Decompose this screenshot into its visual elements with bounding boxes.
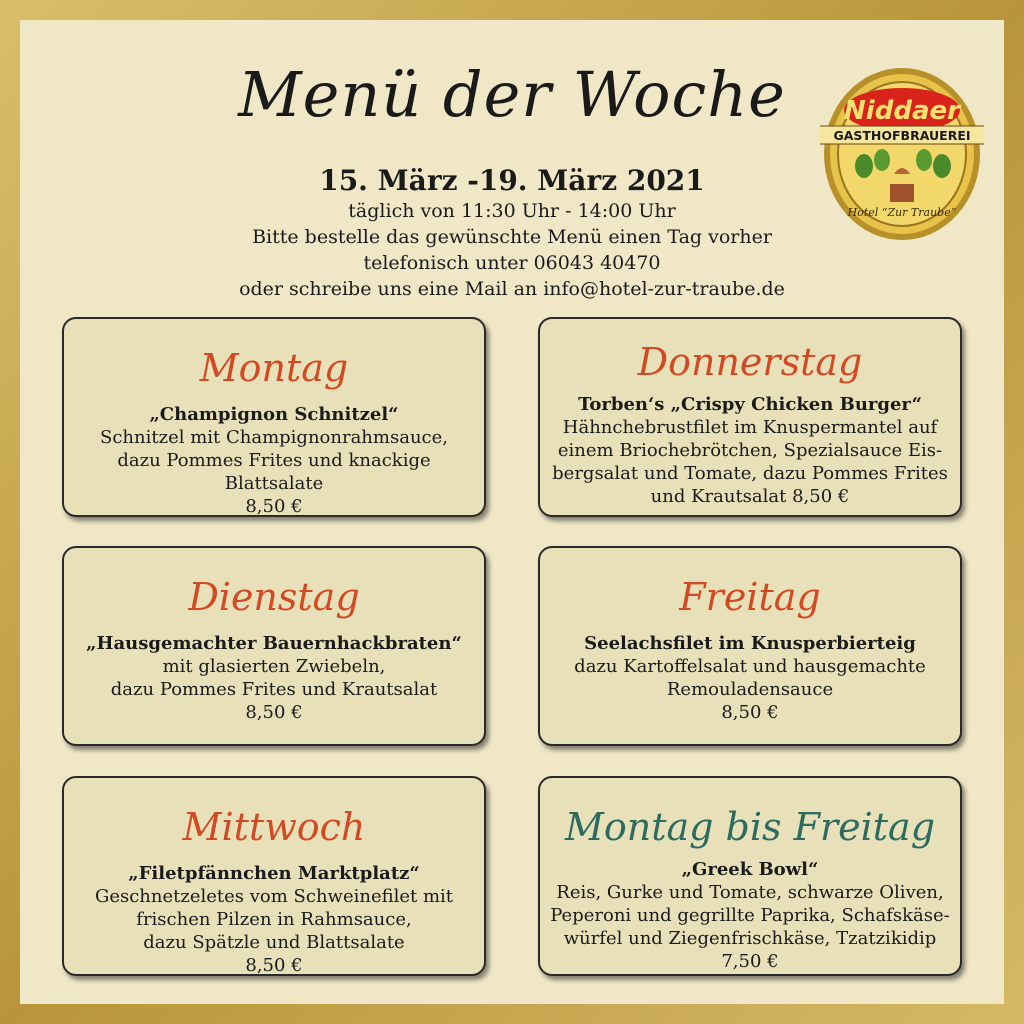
dish-description: Remouladensauce <box>666 679 834 700</box>
dish-name: „Hausgemachter Bauernhackbraten“ <box>86 633 462 654</box>
day-title: Montag bis Freitag <box>564 805 936 849</box>
dish-description: dazu Pommes Frites und knackige Blattsalate <box>117 450 431 494</box>
menu-card-montag <box>62 317 486 517</box>
dish-description: frischen Pilzen in Rahmsauce, <box>136 909 412 930</box>
logo-subtitle: GASTHOFBRAUEREI <box>833 128 971 143</box>
logo-hotel: Hotel “Zur Traube” <box>847 206 957 219</box>
dish-description: dazu Pommes Frites und Krautsalat <box>110 679 438 700</box>
dish-price: 8,50 € <box>721 702 779 723</box>
dish-description: einem Briochebrötchen, Spezialsauce Eis- <box>557 440 943 461</box>
order-note: Bitte bestelle das gewünschte Menü einen Tag vorher <box>252 226 772 248</box>
dish-description: Peperoni und gegrillte Paprika, Schafskäse- <box>550 905 950 926</box>
dish-description: dazu Kartoffelsalat und hausgemachte <box>574 656 926 677</box>
menu-card-donnerstag <box>538 317 962 517</box>
brewery-logo <box>820 64 984 244</box>
dish-name: „Champignon Schnitzel“ <box>149 404 399 425</box>
dish-price: 8,50 € <box>245 496 303 517</box>
dish-price: 8,50 € <box>245 955 303 976</box>
dish-name: Torben‘s „Crispy Chicken Burger“ <box>578 394 922 415</box>
page-title: Menü der Woche <box>238 58 786 131</box>
date-range: 15. März -19. März 2021 <box>319 164 705 197</box>
menu-card-montag-bis-freitag <box>538 776 962 976</box>
menu-card-mittwoch <box>62 776 486 976</box>
menu-card-dienstag <box>62 546 486 746</box>
dish-description: dazu Spätzle und Blattsalate <box>143 932 405 953</box>
email-info: oder schreibe uns eine Mail an info@hotel-zur-traube.de <box>239 278 785 300</box>
dish-price: 7,50 € <box>721 951 779 972</box>
dish-name: „Greek Bowl“ <box>681 859 819 880</box>
dish-name: Seelachsfilet im Knusperbierteig <box>584 633 916 654</box>
dish-description: Reis, Gurke und Tomate, schwarze Oliven, <box>556 882 944 903</box>
dish-description: bergsalat und Tomate, dazu Pommes Frites <box>552 463 948 484</box>
dish-description: Geschnetzeletes vom Schweinefilet mit <box>94 886 454 907</box>
logo-brand: Niddaer <box>844 96 960 126</box>
day-title: Mittwoch <box>182 805 366 849</box>
day-title: Donnerstag <box>637 340 863 384</box>
opening-hours: täglich von 11:30 Uhr - 14:00 Uhr <box>348 200 676 222</box>
phone-info: telefonisch unter 06043 40470 <box>363 252 661 274</box>
day-title: Freitag <box>679 575 821 619</box>
dish-description: und Krautsalat 8,50 € <box>650 486 850 507</box>
dish-description: Hähnchebrustfilet im Knuspermantel auf <box>562 417 938 438</box>
dish-price: 8,50 € <box>245 702 303 723</box>
dish-name: „Filetpfännchen Marktplatz“ <box>128 863 420 884</box>
day-title: Dienstag <box>188 575 360 619</box>
day-title: Montag <box>199 346 349 390</box>
dish-description: Schnitzel mit Champignonrahmsauce, <box>100 427 448 448</box>
dish-description: mit glasierten Zwiebeln, <box>162 656 386 677</box>
menu-card-freitag <box>538 546 962 746</box>
dish-description: würfel und Ziegenfrischkäse, Tzatzikidip <box>563 928 937 949</box>
